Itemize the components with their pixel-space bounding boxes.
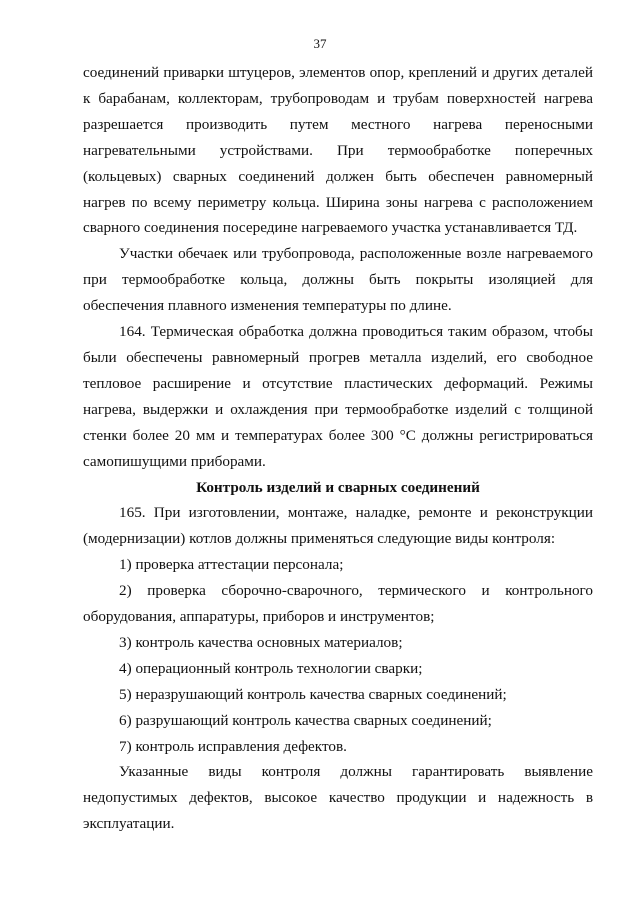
list-item: 3) контроль качества основных материалов;: [119, 633, 403, 651]
list-item: 2) проверка сборочно-сварочного, термического и контрольного оборудования, аппаратуры, приборов и инструментов;: [83, 582, 593, 626]
document-body: [83, 60, 593, 837]
paragraph-conclusion: Указанные виды контроля должны гарантировать выявление недопустимых дефектов, высокое качество продукции и надежность в эксплуатации.: [83, 763, 593, 833]
list-item: 1) проверка аттестации персонала;: [119, 556, 344, 574]
section-heading: Контроль изделий и сварных соединений: [196, 478, 480, 496]
paragraph-165: 165. При изготовлении, монтаже, наладке, ремонте и реконструкции (модернизации) котлов должны применяться следующие виды контроля:: [83, 504, 593, 548]
paragraph-164: 164. Термическая обработка должна проводиться таким образом, чтобы были обеспечены равномерный прогрев металла изделий, его свободное тепловое расширение и отсутствие пластических деформаций. Режимы нагрева, выдержки и охлаждения при термообработке изделий с толщиной стенки более 20 мм и температурах более 300 °С должны регистрироваться самопишущими приборами.: [83, 323, 593, 470]
list-item: 7) контроль исправления дефектов.: [119, 737, 347, 755]
paragraph-insulation: Участки обечаек или трубопровода, расположенные возле нагреваемого при термообработке кольца, должны быть покрыты изоляцией для обеспечения плавного изменения температуры по длине.: [83, 245, 593, 315]
list-item: 4) операционный контроль технологии сварки;: [119, 659, 423, 677]
page-number: 37: [313, 36, 327, 51]
list-item: 6) разрушающий контроль качества сварных соединений;: [119, 711, 492, 729]
list-item: 5) неразрушающий контроль качества сварных соединений;: [119, 685, 507, 703]
paragraph-heat-treatment-local: соединений приварки штуцеров, элементов опор, креплений и других деталей к барабанам, коллекторам, трубопроводам и трубам поверхностей нагрева разрешается производить путем местного нагрева переносными нагревательными устройствами. При термообработке поперечных (кольцевых) сварных соединений должен быть обеспечен равномерный нагрев по всему периметру кольца. Ширина зоны нагрева с расположением сварного соединения посередине нагреваемого участка устанавливается ТД.: [83, 64, 593, 237]
